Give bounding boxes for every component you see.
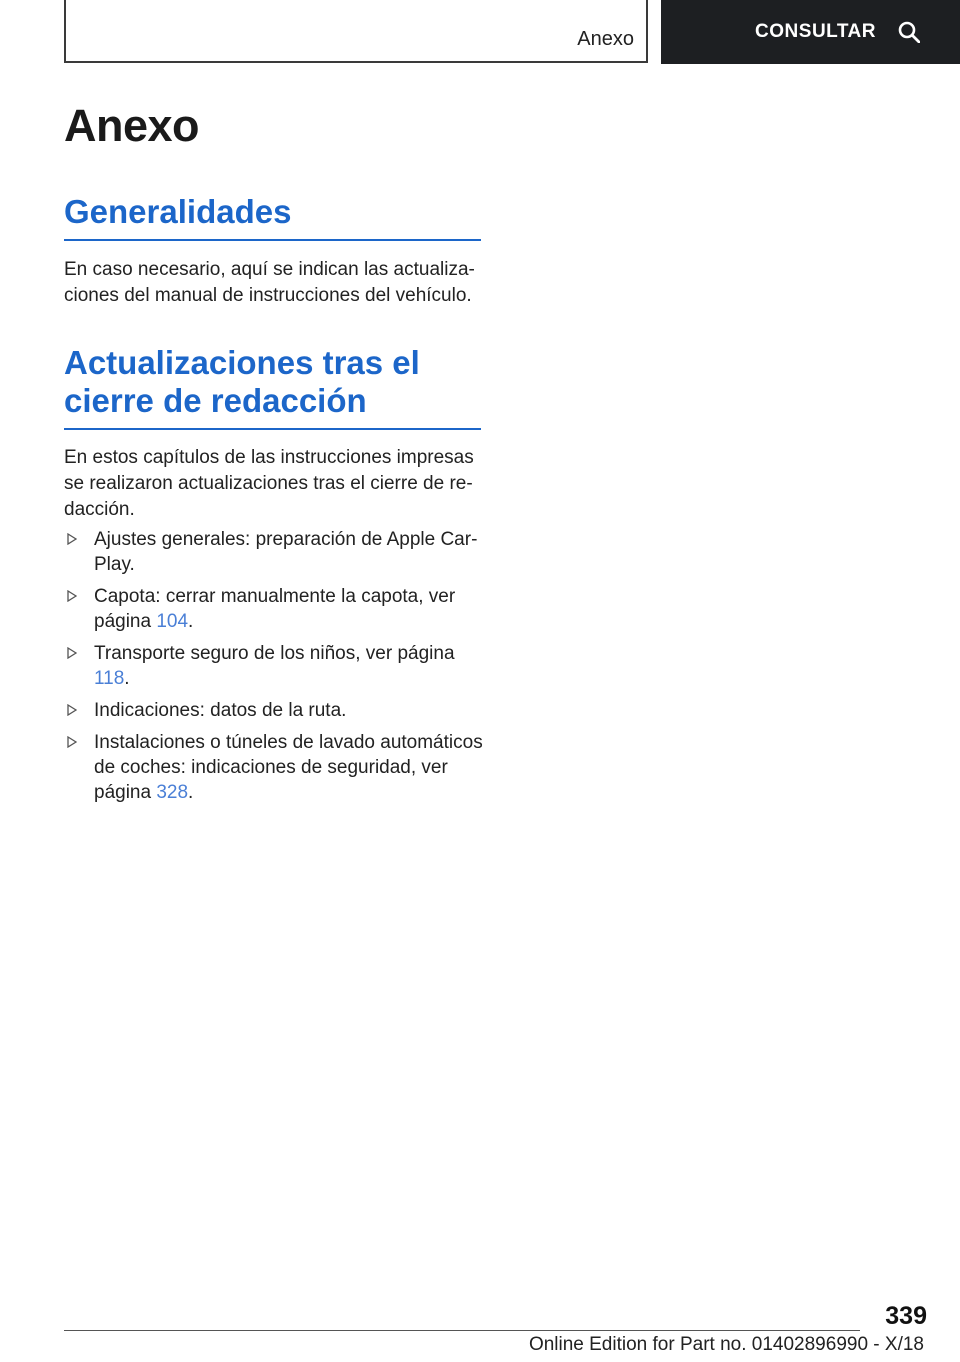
edition-note: Online Edition for Part no. 01402896990 - X/18 — [528, 1334, 924, 1355]
triangle-bullet-icon — [67, 647, 77, 659]
triangle-bullet-icon — [67, 533, 77, 545]
list-item-text: Ajustes generales: preparación de Apple CarPlay. — [94, 529, 478, 575]
search-icon — [898, 21, 920, 43]
page-number: 339 — [885, 1302, 927, 1330]
list-item — [64, 641, 484, 691]
page-title: Anexo — [64, 100, 200, 151]
list-item — [64, 730, 484, 805]
list-item-text: Transporte seguro de los niños, ver página — [94, 643, 455, 664]
list-item — [64, 527, 484, 577]
update-list — [64, 527, 484, 812]
header-chapter-box — [64, 0, 648, 63]
section-paragraph-actualizaciones: En estos capítulos de las instrucciones impresas se realizaron actualizaciones tras el cierre de redacción. — [64, 447, 474, 520]
list-item — [64, 584, 484, 634]
header-chapter-label: Anexo — [577, 28, 634, 50]
list-item-end: . — [188, 611, 194, 632]
triangle-bullet-icon — [67, 736, 77, 748]
page-link-118[interactable]: 118 — [94, 668, 125, 689]
section-heading-actualizaciones: Actualizaciones tras el cierre de redacción — [64, 344, 481, 430]
list-item — [64, 698, 484, 723]
footer-divider — [64, 1330, 860, 1331]
triangle-bullet-icon — [67, 704, 77, 716]
consult-button[interactable] — [661, 0, 960, 64]
list-item-text: Instalaciones o túneles de lavado automáticos de coches: indicaciones de seguridad, ver página — [94, 732, 483, 803]
section-paragraph-generalidades: En caso necesario, aquí se indican las actualizaciones del manual de instrucciones del vehículo. — [64, 259, 475, 306]
list-item-text: Indicaciones: datos de la ruta. — [94, 700, 347, 721]
page-link-104[interactable]: 104 — [156, 611, 189, 632]
list-item-end: . — [124, 668, 130, 689]
consult-button-label: CONSULTAR — [755, 21, 876, 42]
triangle-bullet-icon — [67, 590, 77, 602]
list-item-end: . — [188, 782, 194, 803]
page-link-328[interactable]: 328 — [156, 782, 189, 803]
list-item-text: Capota: cerrar manualmente la capota, ver página — [94, 586, 456, 632]
section-heading-generalidades: Generalidades — [64, 193, 481, 241]
